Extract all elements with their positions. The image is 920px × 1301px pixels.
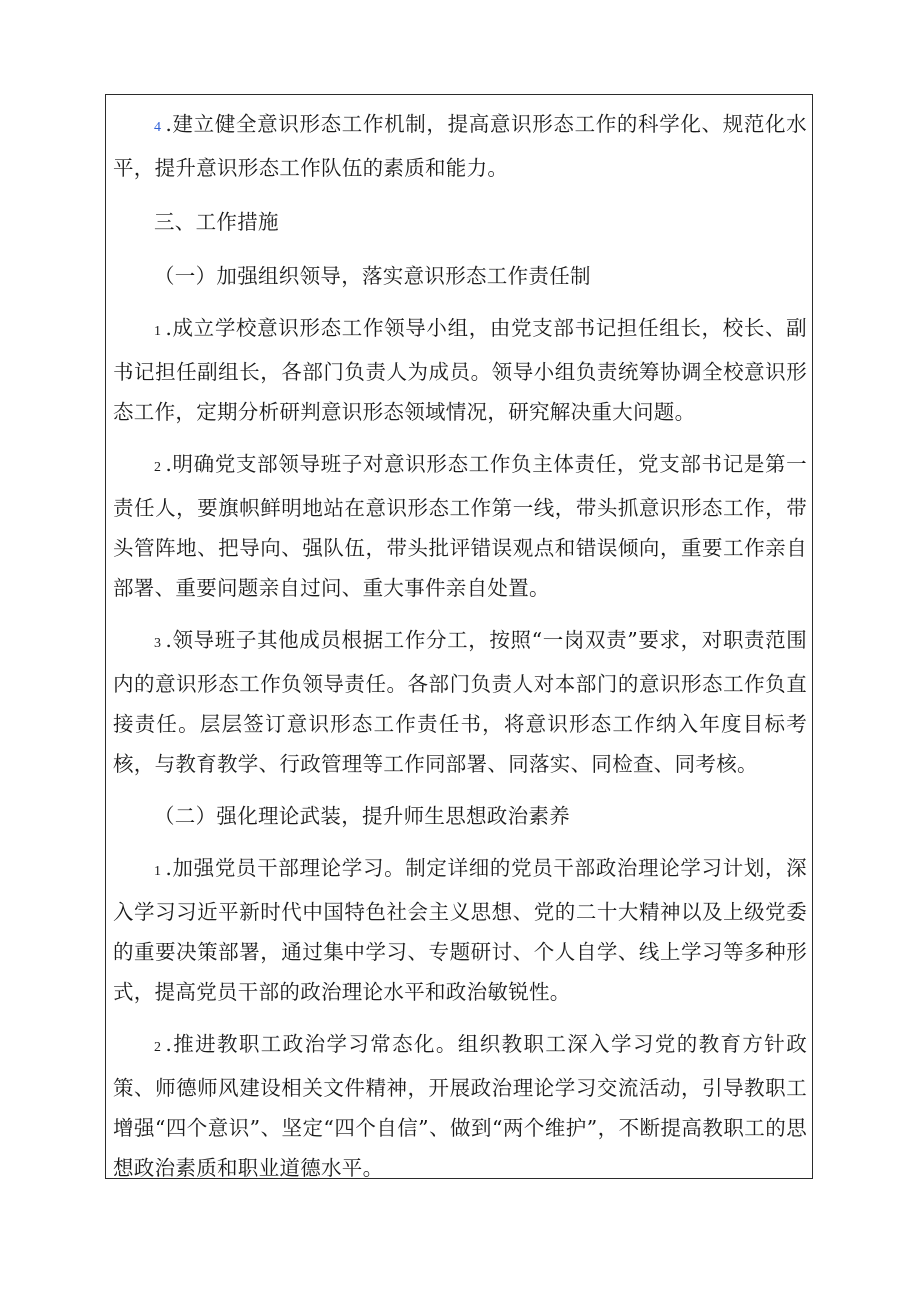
paragraph-text: .推进教职工政治学习常态化。组织教职工深入学习党的教育方针政策、师德师风建设相关文件精神，开展政治理论学习交流活动，引导教职工增强“四个意识”、坚定“四个自信”、做到“两个维护”，不断提高教职工的思想政治素质和职业道德水平。 bbox=[113, 1032, 807, 1180]
document-body bbox=[113, 104, 807, 1188]
paragraph-text: .领导班子其他成员根据工作分工，按照“一岗双责”要求，对职责范围内的意识形态工作负领导责任。各部门负责人对本部门的意识形态工作负直接责任。层层签订意识形态工作责任书，将意识形态工作纳入年度目标考核，与教育教学、行政管理等工作同部署、同落实、同检查、同考核。 bbox=[113, 628, 807, 776]
subsection-heading: （二）强化理论武装，提升师生思想政治素养 bbox=[154, 804, 570, 828]
paragraph-goal-4 bbox=[113, 104, 807, 188]
subsection-heading: （一）加强组织领导，落实意识形态工作责任制 bbox=[154, 264, 591, 288]
paragraph-measure-3 bbox=[113, 620, 807, 784]
paragraph-text: .加强党员干部理论学习。制定详细的党员干部政治理论学习计划，深入学习习近平新时代中国特色社会主义思想、党的二十大精神以及上级党委的重要决策部署，通过集中学习、专题研讨、个人自学、线上学习等多种形式，提高党员干部的政治理论水平和政治敏锐性。 bbox=[113, 856, 807, 1004]
section-heading: 三、工作措施 bbox=[154, 210, 279, 234]
item-number: 1 bbox=[154, 864, 162, 879]
paragraph-text: .建立健全意识形态工作机制，提高意识形态工作的科学化、规范化水平，提升意识形态工作队伍的素质和能力。 bbox=[113, 112, 807, 180]
item-number: 4 bbox=[154, 120, 162, 135]
paragraph-theory-2 bbox=[113, 1024, 807, 1188]
item-number: 2 bbox=[154, 460, 162, 475]
item-number: 2 bbox=[154, 1040, 162, 1055]
item-number: 3 bbox=[154, 636, 162, 651]
paragraph-text: .明确党支部领导班子对意识形态工作负主体责任，党支部书记是第一责任人，要旗帜鲜明地站在意识形态工作第一线，带头抓意识形态工作，带头管阵地、把导向、强队伍，带头批评错误观点和错误倾向，重要工作亲自部署、重要问题亲自过问、重大事件亲自处置。 bbox=[113, 452, 807, 600]
paragraph-measure-2 bbox=[113, 444, 807, 608]
paragraph-theory-1 bbox=[113, 848, 807, 1012]
paragraph-measure-1 bbox=[113, 308, 807, 432]
item-number: 1 bbox=[154, 324, 162, 339]
paragraph-text: .成立学校意识形态工作领导小组，由党支部书记担任组长，校长、副书记担任副组长，各部门负责人为成员。领导小组负责统筹协调全校意识形态工作，定期分析研判意识形态领域情况，研究解决重大问题。 bbox=[113, 316, 807, 424]
